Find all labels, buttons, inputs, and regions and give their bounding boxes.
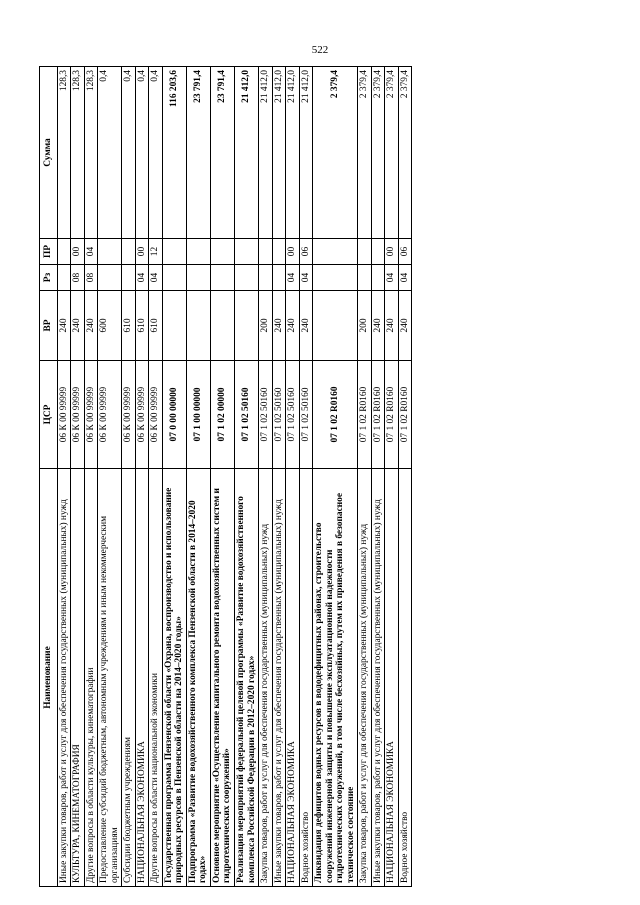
cell-sum: 2 379,4 — [385, 67, 399, 239]
cell-pr: 06 — [299, 239, 313, 265]
cell-pr: 12 — [149, 239, 163, 265]
cell-pr — [210, 239, 234, 265]
cell-pr — [371, 239, 385, 265]
cell-pr: 06 — [398, 239, 412, 265]
cell-vr — [234, 291, 258, 361]
cell-csr: 06 К 00 99999 — [71, 361, 85, 469]
cell-sum: 0,4 — [135, 67, 149, 239]
cell-rz: 04 — [398, 265, 412, 291]
cell-rz: 08 — [71, 265, 85, 291]
cell-sum: 21 412,0 — [286, 67, 300, 239]
table-row — [398, 67, 412, 887]
cell-rz: 04 — [286, 265, 300, 291]
header-pr: ПР — [40, 239, 58, 265]
cell-csr: 07 1 02 50160 — [299, 361, 313, 469]
cell-vr: 240 — [71, 291, 85, 361]
cell-sum: 128,3 — [57, 67, 71, 239]
cell-vr: 240 — [371, 291, 385, 361]
cell-vr — [313, 291, 358, 361]
header-sum: Сумма — [40, 67, 58, 239]
cell-name: Иные закупки товаров, работ и услуг для обеспечения государственных (муниципальных) нужд — [57, 469, 71, 887]
table-row — [299, 67, 313, 887]
cell-pr — [162, 239, 186, 265]
cell-sum: 23 791,4 — [186, 67, 210, 239]
cell-vr: 610 — [149, 291, 163, 361]
cell-name: Водное хозяйство — [299, 469, 313, 887]
cell-name: Закупка товаров, работ и услуг для обеспечения государственных (муниципальных) нужд — [358, 469, 372, 887]
table-row — [122, 67, 136, 887]
rotated-table-container — [39, 67, 601, 887]
cell-pr — [186, 239, 210, 265]
table-row — [272, 67, 286, 887]
table-row — [135, 67, 149, 887]
cell-pr: 00 — [135, 239, 149, 265]
cell-csr: 06 К 00 99999 — [122, 361, 136, 469]
cell-csr: 07 1 02 00000 — [210, 361, 234, 469]
cell-name: НАЦИОНАЛЬНАЯ ЭКОНОМИКА — [286, 469, 300, 887]
cell-vr — [210, 291, 234, 361]
cell-name: НАЦИОНАЛЬНАЯ ЭКОНОМИКА — [385, 469, 399, 887]
cell-sum: 0,4 — [122, 67, 136, 239]
cell-name: Водное хозяйство — [398, 469, 412, 887]
cell-sum: 2 379,4 — [313, 67, 358, 239]
cell-rz — [210, 265, 234, 291]
cell-vr: 200 — [358, 291, 372, 361]
table-row — [98, 67, 122, 887]
cell-rz — [313, 265, 358, 291]
page-number: 522 — [311, 44, 329, 56]
cell-csr: 07 1 02 50160 — [259, 361, 273, 469]
cell-csr: 06 К 00 99999 — [149, 361, 163, 469]
cell-csr: 06 К 00 99999 — [98, 361, 122, 469]
cell-sum: 21 412,0 — [299, 67, 313, 239]
cell-csr: 07 1 02 50160 — [234, 361, 258, 469]
cell-sum: 2 379,4 — [371, 67, 385, 239]
table-row — [71, 67, 85, 887]
cell-sum: 21 412,0 — [259, 67, 273, 239]
cell-name: КУЛЬТУРА, КИНЕМАТОГРАФИЯ — [71, 469, 85, 887]
cell-name: Подпрограмма «Развитие водохозяйственного комплекса Пензенской области в 2014–2020 годах» — [186, 469, 210, 887]
table-row — [286, 67, 300, 887]
cell-csr: 07 1 00 00000 — [186, 361, 210, 469]
cell-name: Иные закупки товаров, работ и услуг для обеспечения государственных (муниципальных) нужд — [272, 469, 286, 887]
cell-name: Предоставление субсидий бюджетным, автономным учреждениям и иным некоммерческим организациям — [98, 469, 122, 887]
table-row — [186, 67, 210, 887]
table-row — [313, 67, 358, 887]
cell-pr — [313, 239, 358, 265]
cell-pr: 00 — [71, 239, 85, 265]
table-row — [162, 67, 186, 887]
cell-vr: 610 — [135, 291, 149, 361]
cell-pr: 00 — [385, 239, 399, 265]
cell-rz — [259, 265, 273, 291]
cell-sum: 21 412,0 — [234, 67, 258, 239]
cell-sum: 21 412,0 — [272, 67, 286, 239]
cell-vr: 600 — [98, 291, 122, 361]
cell-sum: 0,4 — [149, 67, 163, 239]
cell-vr: 240 — [398, 291, 412, 361]
table-row — [385, 67, 399, 887]
cell-vr: 200 — [259, 291, 273, 361]
cell-vr: 240 — [385, 291, 399, 361]
cell-rz — [57, 265, 71, 291]
cell-csr: 07 1 02 50160 — [286, 361, 300, 469]
header-csr: ЦСР — [40, 361, 58, 469]
header-rz: Рз — [40, 265, 58, 291]
cell-name: Иные закупки товаров, работ и услуг для обеспечения государственных (муниципальных) нужд — [371, 469, 385, 887]
cell-vr: 240 — [84, 291, 98, 361]
table-body — [57, 67, 412, 887]
table-row — [259, 67, 273, 887]
cell-name: Закупка товаров, работ и услуг для обеспечения государственных (муниципальных) нужд — [259, 469, 273, 887]
header-name: Наименование — [40, 469, 58, 887]
cell-name: Субсидии бюджетным учреждениям — [122, 469, 136, 887]
cell-vr: 240 — [57, 291, 71, 361]
cell-pr — [122, 239, 136, 265]
cell-csr: 07 1 02 R0160 — [371, 361, 385, 469]
cell-name: НАЦИОНАЛЬНАЯ ЭКОНОМИКА — [135, 469, 149, 887]
table-row — [57, 67, 71, 887]
cell-rz: 04 — [299, 265, 313, 291]
table-header-row — [40, 67, 58, 887]
table-row — [371, 67, 385, 887]
cell-csr: 07 1 02 R0160 — [385, 361, 399, 469]
cell-rz: 04 — [135, 265, 149, 291]
cell-sum: 128,3 — [71, 67, 85, 239]
cell-pr — [358, 239, 372, 265]
cell-name: Основное мероприятие «Осуществление капитального ремонта водохозяйственных систем и гидротехнических сооружений» — [210, 469, 234, 887]
cell-pr — [272, 239, 286, 265]
cell-pr — [234, 239, 258, 265]
cell-sum: 0,4 — [98, 67, 122, 239]
cell-name: Другие вопросы в области культуры, кинематографии — [84, 469, 98, 887]
cell-pr: 04 — [84, 239, 98, 265]
cell-pr — [57, 239, 71, 265]
cell-rz — [371, 265, 385, 291]
table-row — [149, 67, 163, 887]
cell-vr — [186, 291, 210, 361]
cell-vr: 240 — [272, 291, 286, 361]
cell-vr: 240 — [286, 291, 300, 361]
cell-rz: 04 — [149, 265, 163, 291]
cell-sum: 128,3 — [84, 67, 98, 239]
cell-sum: 2 379,4 — [398, 67, 412, 239]
cell-csr: 07 1 02 R0160 — [358, 361, 372, 469]
cell-pr: 00 — [286, 239, 300, 265]
header-vr: ВР — [40, 291, 58, 361]
cell-rz — [358, 265, 372, 291]
cell-vr — [162, 291, 186, 361]
cell-rz — [272, 265, 286, 291]
cell-rz — [122, 265, 136, 291]
cell-rz: 08 — [84, 265, 98, 291]
cell-name: Государственная программа Пензенской области «Охрана, воспроизводство и использование природных ресурсов в Пензенской области на 2014–2020 годы» — [162, 469, 186, 887]
table-row — [358, 67, 372, 887]
cell-csr: 06 К 00 99999 — [57, 361, 71, 469]
table-row — [210, 67, 234, 887]
cell-sum: 116 203,6 — [162, 67, 186, 239]
cell-csr: 06 К 00 99999 — [135, 361, 149, 469]
cell-csr: 07 1 02 50160 — [272, 361, 286, 469]
cell-name: Другие вопросы в области национальной экономики — [149, 469, 163, 887]
cell-rz — [98, 265, 122, 291]
cell-vr: 240 — [299, 291, 313, 361]
cell-pr — [98, 239, 122, 265]
cell-csr: 07 1 02 R0160 — [313, 361, 358, 469]
cell-pr — [259, 239, 273, 265]
cell-sum: 2 379,4 — [358, 67, 372, 239]
cell-rz — [186, 265, 210, 291]
budget-table — [39, 66, 412, 887]
cell-sum: 23 791,4 — [210, 67, 234, 239]
cell-name: Реализация мероприятий федеральной целевой программы «Развитие водохозяйственного комплекса Российской Федерации в 2012–2020 годах» — [234, 469, 258, 887]
cell-csr: 07 1 02 R0160 — [398, 361, 412, 469]
cell-name: Ликвидация дефицитов водных ресурсов в вододефицитных районах, строительство сооружений инженерной защиты и повышение эксплуатационной надежности гидротехнических сооружений, в том числе бесхозяйных, путем их приведения в безопасное техническое состояние — [313, 469, 358, 887]
cell-rz — [234, 265, 258, 291]
table-row — [84, 67, 98, 887]
cell-rz — [162, 265, 186, 291]
cell-rz: 04 — [385, 265, 399, 291]
cell-csr: 07 0 00 00000 — [162, 361, 186, 469]
table-row — [234, 67, 258, 887]
cell-csr: 06 К 00 99999 — [84, 361, 98, 469]
cell-vr: 610 — [122, 291, 136, 361]
